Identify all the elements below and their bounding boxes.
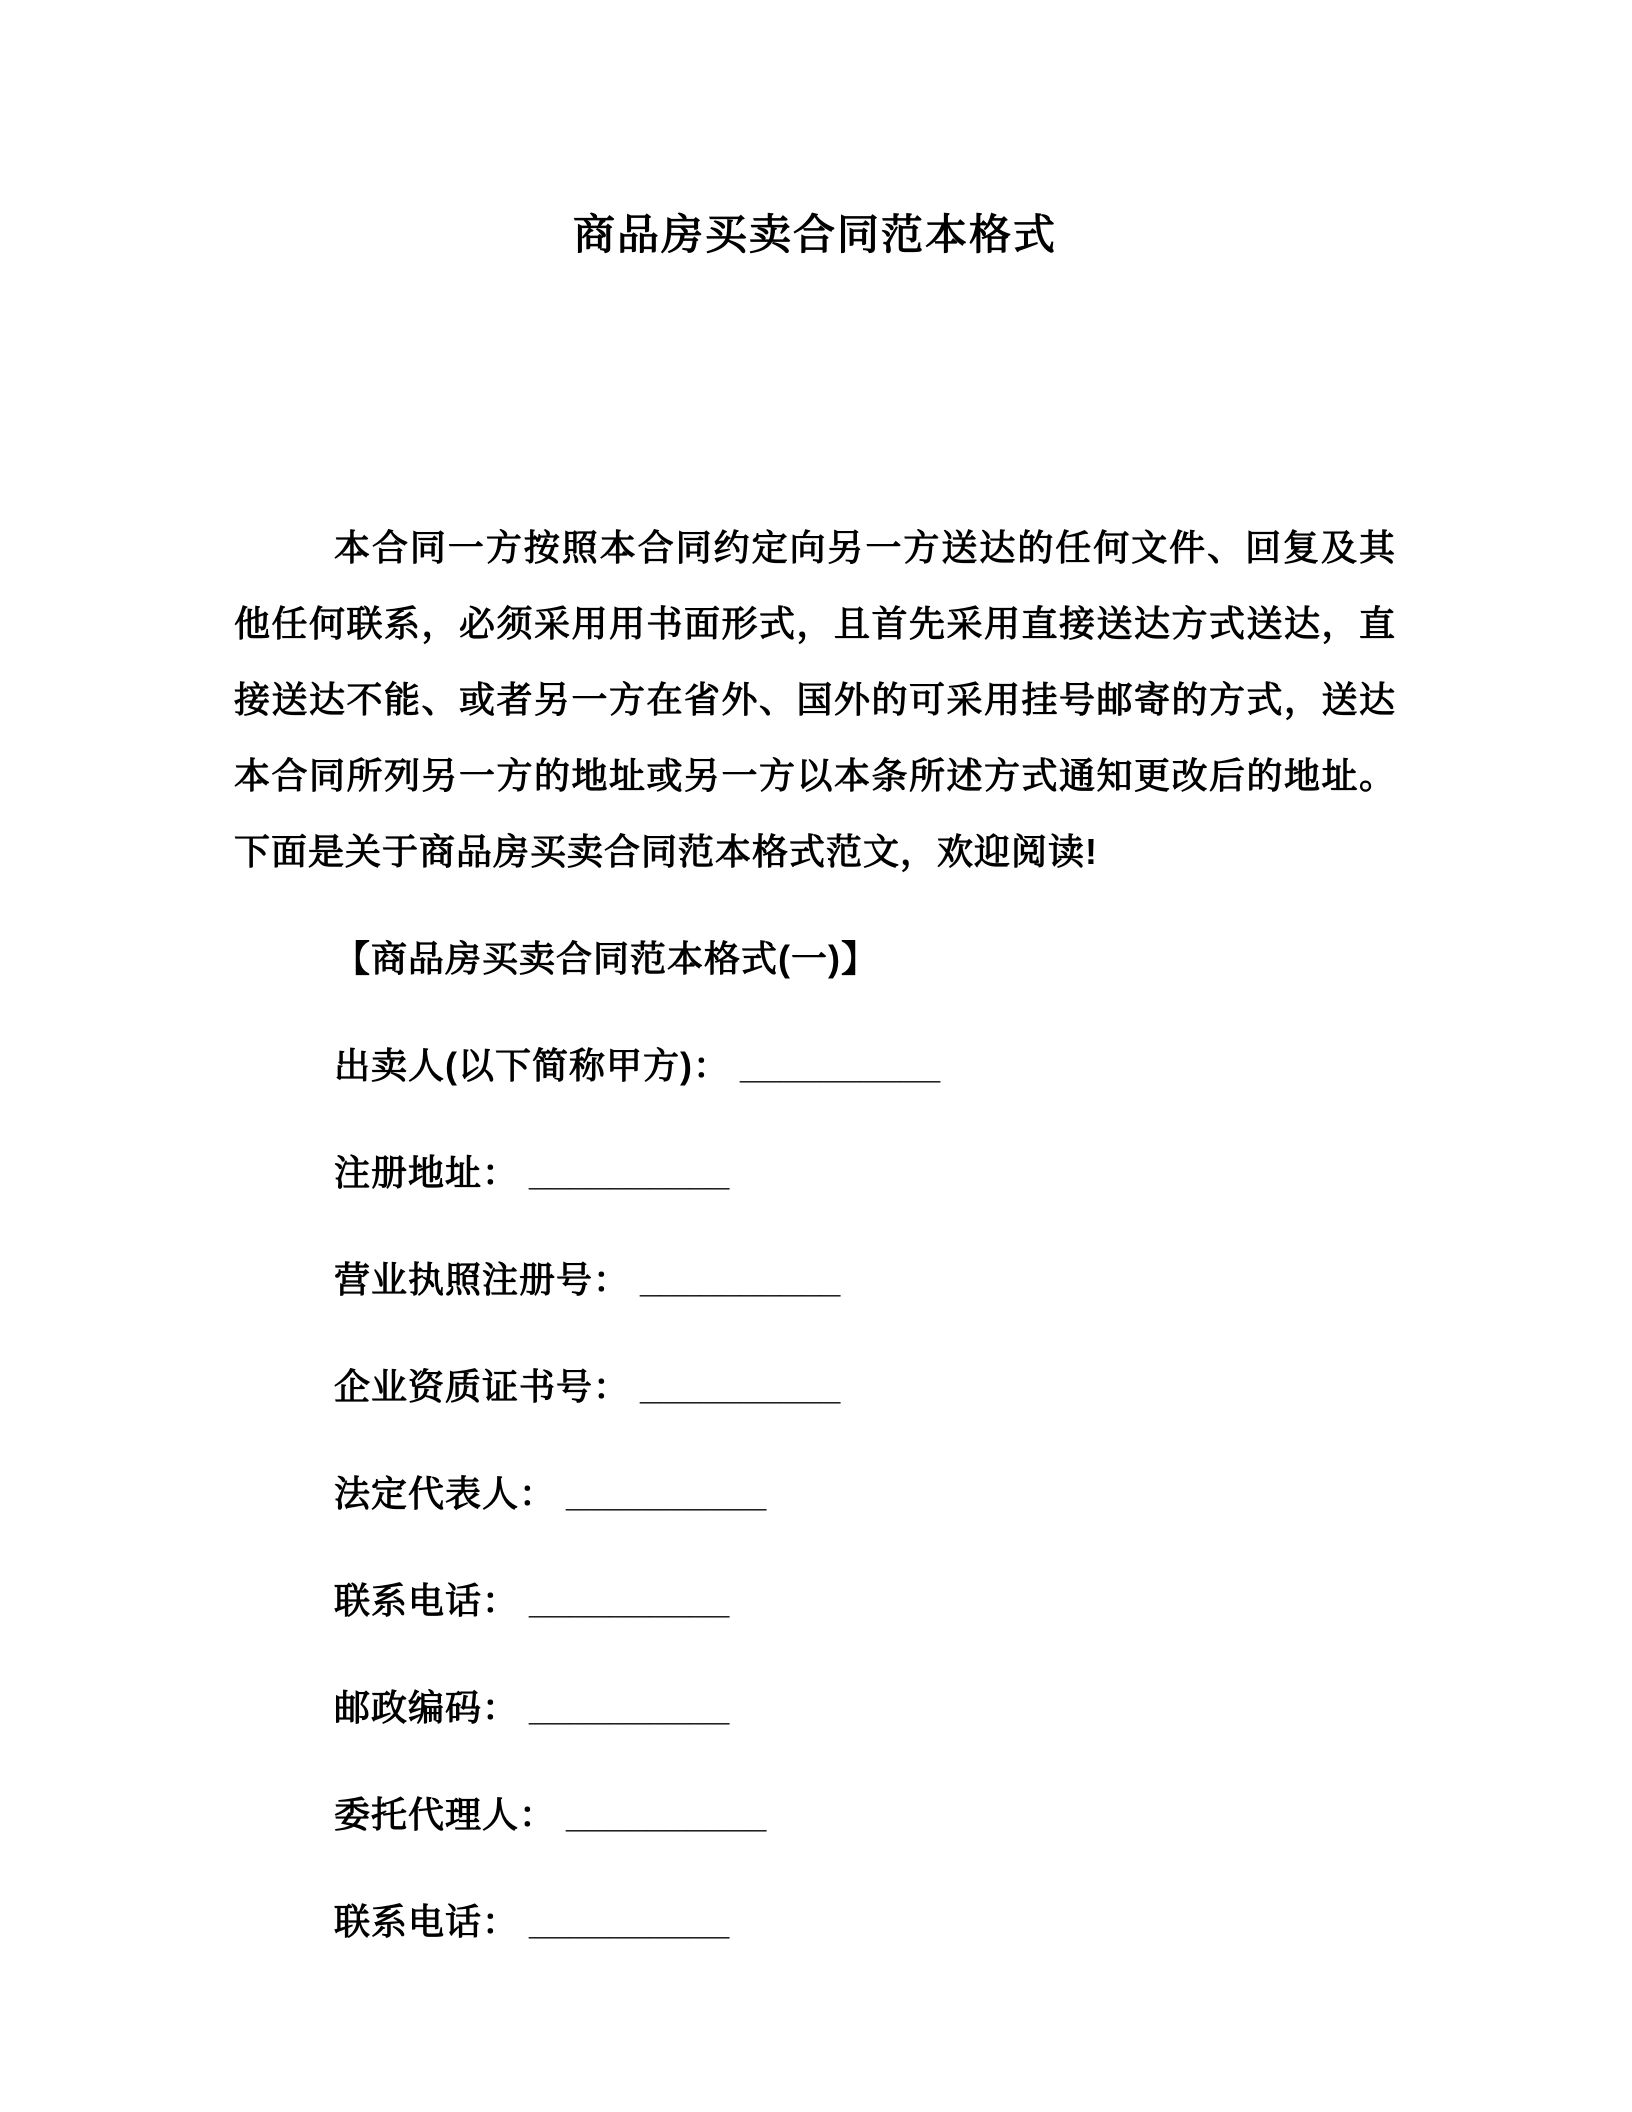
field-blank-registered-address: __________: [529, 1152, 730, 1194]
field-label-entrusted-agent: 委托代理人：: [334, 1794, 557, 1836]
field-blank-postal-code: __________: [529, 1687, 730, 1729]
field-label-postal-code: 邮政编码：: [334, 1687, 520, 1729]
field-label-legal-representative: 法定代表人：: [334, 1473, 557, 1515]
section-heading: 【商品房买卖合同范本格式(一)】: [334, 938, 878, 980]
field-blank-contact-phone-1: __________: [529, 1580, 730, 1622]
field-line-contact-phone-1: [234, 1563, 1396, 1639]
field-blank-business-license-no: __________: [640, 1259, 841, 1301]
field-label-business-license-no: 营业执照注册号：: [334, 1259, 631, 1301]
field-line-business-license-no: [234, 1242, 1396, 1318]
intro-paragraph: 本合同一方按照本合同约定向另一方送达的任何文件、回复及其他任何联系，必须采用用书面形式，且首先采用直接送达方式送达，直接送达不能、或者另一方在省外、国外的可采用挂号邮寄的方式，送达本合同所列另一方的地址或另一方以本条所述方式通知更改后的地址。下面是关于商品房买卖合同范本格式范文，欢迎阅读!: [234, 527, 1396, 873]
document-title: 商品房买卖合同范本格式: [572, 211, 1057, 258]
field-blank-contact-phone-2: __________: [529, 1901, 730, 1943]
field-line-legal-representative: [234, 1456, 1396, 1532]
field-line-postal-code: [234, 1670, 1396, 1746]
field-label-enterprise-qualification-no: 企业资质证书号：: [334, 1366, 631, 1408]
field-line-enterprise-qualification-no: [234, 1349, 1396, 1425]
field-line-seller: [234, 1028, 1396, 1104]
field-blank-entrusted-agent: __________: [566, 1794, 767, 1836]
field-line-contact-phone-2: [234, 1884, 1396, 1960]
field-label-contact-phone-2: 联系电话：: [334, 1901, 520, 1943]
field-label-seller: 出卖人(以下简称甲方)：: [334, 1045, 730, 1087]
field-blank-enterprise-qualification-no: __________: [640, 1366, 841, 1408]
field-label-contact-phone-1: 联系电话：: [334, 1580, 520, 1622]
field-label-registered-address: 注册地址：: [334, 1152, 520, 1194]
field-blank-seller: __________: [739, 1045, 941, 1087]
field-blank-legal-representative: __________: [566, 1473, 767, 1515]
field-line-registered-address: [234, 1135, 1396, 1211]
field-line-entrusted-agent: [234, 1777, 1396, 1853]
